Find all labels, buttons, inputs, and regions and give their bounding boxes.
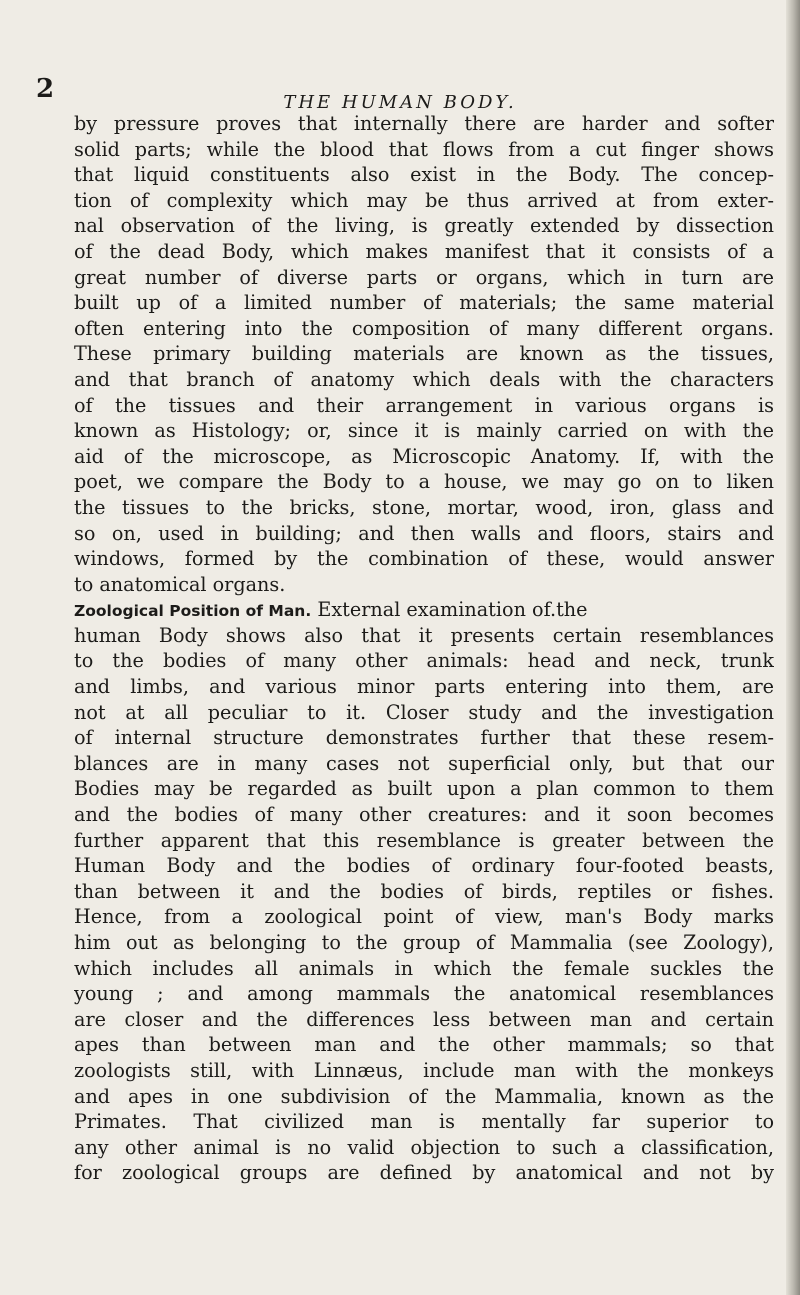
text-line: poet, we compare the Body to a house, we may go on to liken: [74, 470, 774, 494]
text-line: known as Histology; or, since it is mainly carried on with the: [74, 419, 774, 443]
text-line: Primates. That civilized man is mentally far superior to: [74, 1110, 774, 1134]
text-line: and that branch of anatomy which deals with the characters: [74, 367, 774, 391]
text-line: Hence, from a zoological point of view, man's Body marks: [74, 905, 774, 929]
text-line: than between it and the bodies of birds, reptiles or fishes.: [74, 879, 774, 903]
text-line: not at all peculiar to it. Closer study and the investigation: [74, 700, 774, 724]
text-line: solid parts; while the blood that flows from a cut finger shows: [74, 137, 774, 161]
text-line-fragment: External examination of.the: [317, 598, 588, 622]
text-line: the tissues to the bricks, stone, mortar, wood, iron, glass and: [74, 495, 774, 519]
text-line: and the bodies of many other creatures: and it soon becomes: [74, 803, 774, 827]
text-line: and apes in one subdivision of the Mammalia, known as the: [74, 1084, 774, 1108]
text-line: and limbs, and various minor parts entering into them, are: [74, 675, 774, 699]
running-head: THE HUMAN BODY.: [283, 92, 517, 113]
text-line: young ; and among mammals the anatomical resemblances: [74, 982, 774, 1006]
text-line: windows, formed by the combination of these, would answer: [74, 547, 774, 571]
text-line: to anatomical organs.: [74, 572, 286, 596]
page-number: 2: [36, 74, 55, 104]
text-line: by pressure proves that internally there are harder and softer: [74, 112, 774, 135]
text-line: human Body shows also that it presents certain resemblances: [74, 623, 774, 647]
text-line: of the tissues and their arrangement in various organs is: [74, 393, 774, 417]
text-line: that liquid constituents also exist in the Body. The concep-: [74, 163, 774, 187]
text-line: aid of the microscope, as Microscopic Anatomy. If, with the: [74, 444, 774, 468]
text-line: These primary building materials are known as the tissues,: [74, 342, 774, 366]
text-line: blances are in many cases not superficial only, but that our: [74, 751, 774, 775]
text-line: to the bodies of many other animals: head and neck, trunk: [74, 649, 774, 673]
text-line: any other animal is no valid objection to such a classification,: [74, 1135, 774, 1159]
text-line: tion of complexity which may be thus arrived at from exter-: [74, 188, 774, 212]
text-line: nal observation of the living, is greatly extended by dissection: [74, 214, 774, 238]
text-line: which includes all animals in which the female suckles the: [74, 956, 774, 980]
text-line: of internal structure demonstrates further that these resem-: [74, 726, 774, 750]
text-line: zoologists still, with Linnæus, include man with the monkeys: [74, 1058, 774, 1082]
page-gutter-shadow: [786, 0, 800, 1295]
text-line: further apparent that this resemblance is greater between the: [74, 828, 774, 852]
text-line: apes than between man and the other mammals; so that: [74, 1033, 774, 1057]
text-line: Human Body and the bodies of ordinary four-footed beasts,: [74, 854, 774, 878]
text-line: of the dead Body, which makes manifest that it consists of a: [74, 239, 774, 263]
text-line: are closer and the differences less between man and certain: [74, 1007, 774, 1031]
body-text: [74, 111, 774, 1186]
text-line: great number of diverse parts or organs, which in turn are: [74, 265, 774, 289]
text-line: so on, used in building; and then walls and floors, stairs and: [74, 521, 774, 545]
text-line: Bodies may be regarded as built upon a plan common to them: [74, 777, 774, 801]
text-line: often entering into the composition of many different organs.: [74, 316, 774, 340]
text-line: for zoological groups are defined by anatomical and not by: [74, 1161, 774, 1185]
side-heading: Zoological Position of Man.: [74, 602, 312, 621]
sidehead-line: [74, 597, 774, 623]
text-line: him out as belonging to the group of Mammalia (see Zoology),: [74, 931, 774, 954]
text-line: built up of a limited number of materials; the same material: [74, 291, 774, 315]
